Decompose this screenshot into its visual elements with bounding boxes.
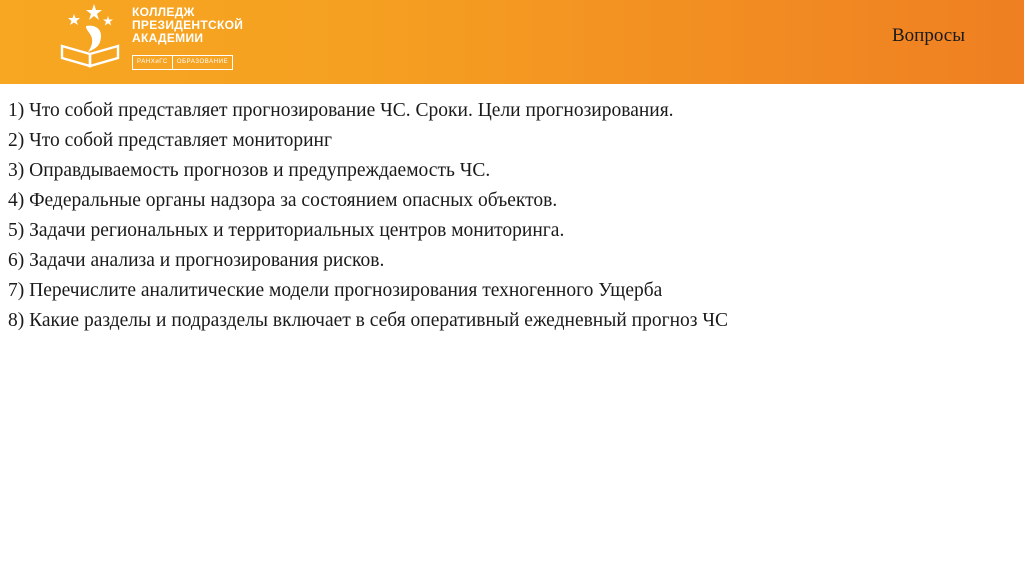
question-item: 7) Перечислите аналитические модели прогнозирования техногенного Ущерба [8, 280, 663, 301]
college-logo [56, 2, 256, 72]
question-item: 4) Федеральные органы надзора за состоянием опасных объектов. [8, 190, 558, 211]
question-item: 6) Задачи анализа и прогнозирования рисков. [8, 250, 385, 271]
question-item: 3) Оправдываемость прогнозов и предупреждаемость ЧС. [8, 160, 491, 181]
logo-badge-right: ОБРАЗОВАНИЕ [172, 56, 232, 69]
question-item: 2) Что собой представляет мониторинг [8, 130, 332, 151]
question-item: 8) Какие разделы и подразделы включает в себя оперативный ежедневный прогноз ЧС [8, 310, 729, 331]
question-item: 1) Что собой представляет прогнозирование ЧС. Сроки. Цели прогнозирования. [8, 100, 674, 121]
logo-line-3: АКАДЕМИИ [132, 31, 204, 45]
slide-title: Вопросы [891, 25, 965, 46]
header-bar [0, 0, 1024, 84]
logo-badge-left: РАНХиГС [137, 59, 168, 65]
logo-emblem-icon [56, 2, 128, 68]
question-item: 5) Задачи региональных и территориальных центров мониторинга. [8, 220, 565, 241]
logo-line-2: ПРЕЗИДЕНТСКОЙ [132, 18, 244, 32]
logo-line-1: КОЛЛЕДЖ [132, 5, 195, 19]
logo-badge [132, 55, 233, 70]
questions-list [8, 96, 1008, 336]
logo-wordmark [132, 6, 243, 45]
